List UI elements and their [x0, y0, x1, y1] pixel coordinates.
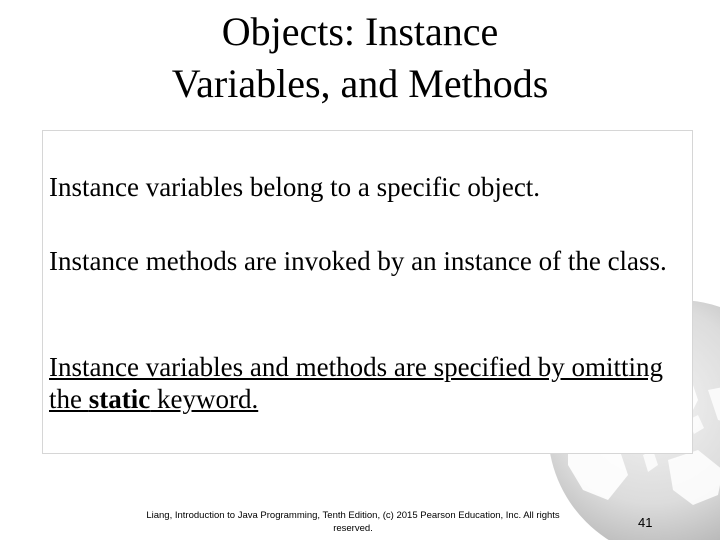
slide-title-line-2: Variables, and Methods [171, 61, 549, 106]
footer-copyright: Liang, Introduction to Java Programming, Tenth Edition, (c) 2015 Pearson Education, Inc. All rights reserved. [146, 510, 560, 534]
slide-title-line-1: Objects: Instance [221, 9, 499, 54]
bullet-static-keyword-text-after: keyword. [150, 384, 259, 414]
static-keyword: static [88, 384, 151, 414]
page-number: 41 [638, 515, 653, 530]
content-box [42, 130, 693, 454]
bullet-instance-variables: Instance variables belong to a specific object. [49, 172, 541, 202]
bullet-static-keyword-text-before: Instance variables and methods are specified by omitting the [49, 352, 664, 414]
slide-title [0, 6, 720, 110]
bullet-instance-methods: Instance methods are invoked by an instance of the class. [49, 246, 667, 276]
bullet-static-keyword [49, 351, 679, 415]
